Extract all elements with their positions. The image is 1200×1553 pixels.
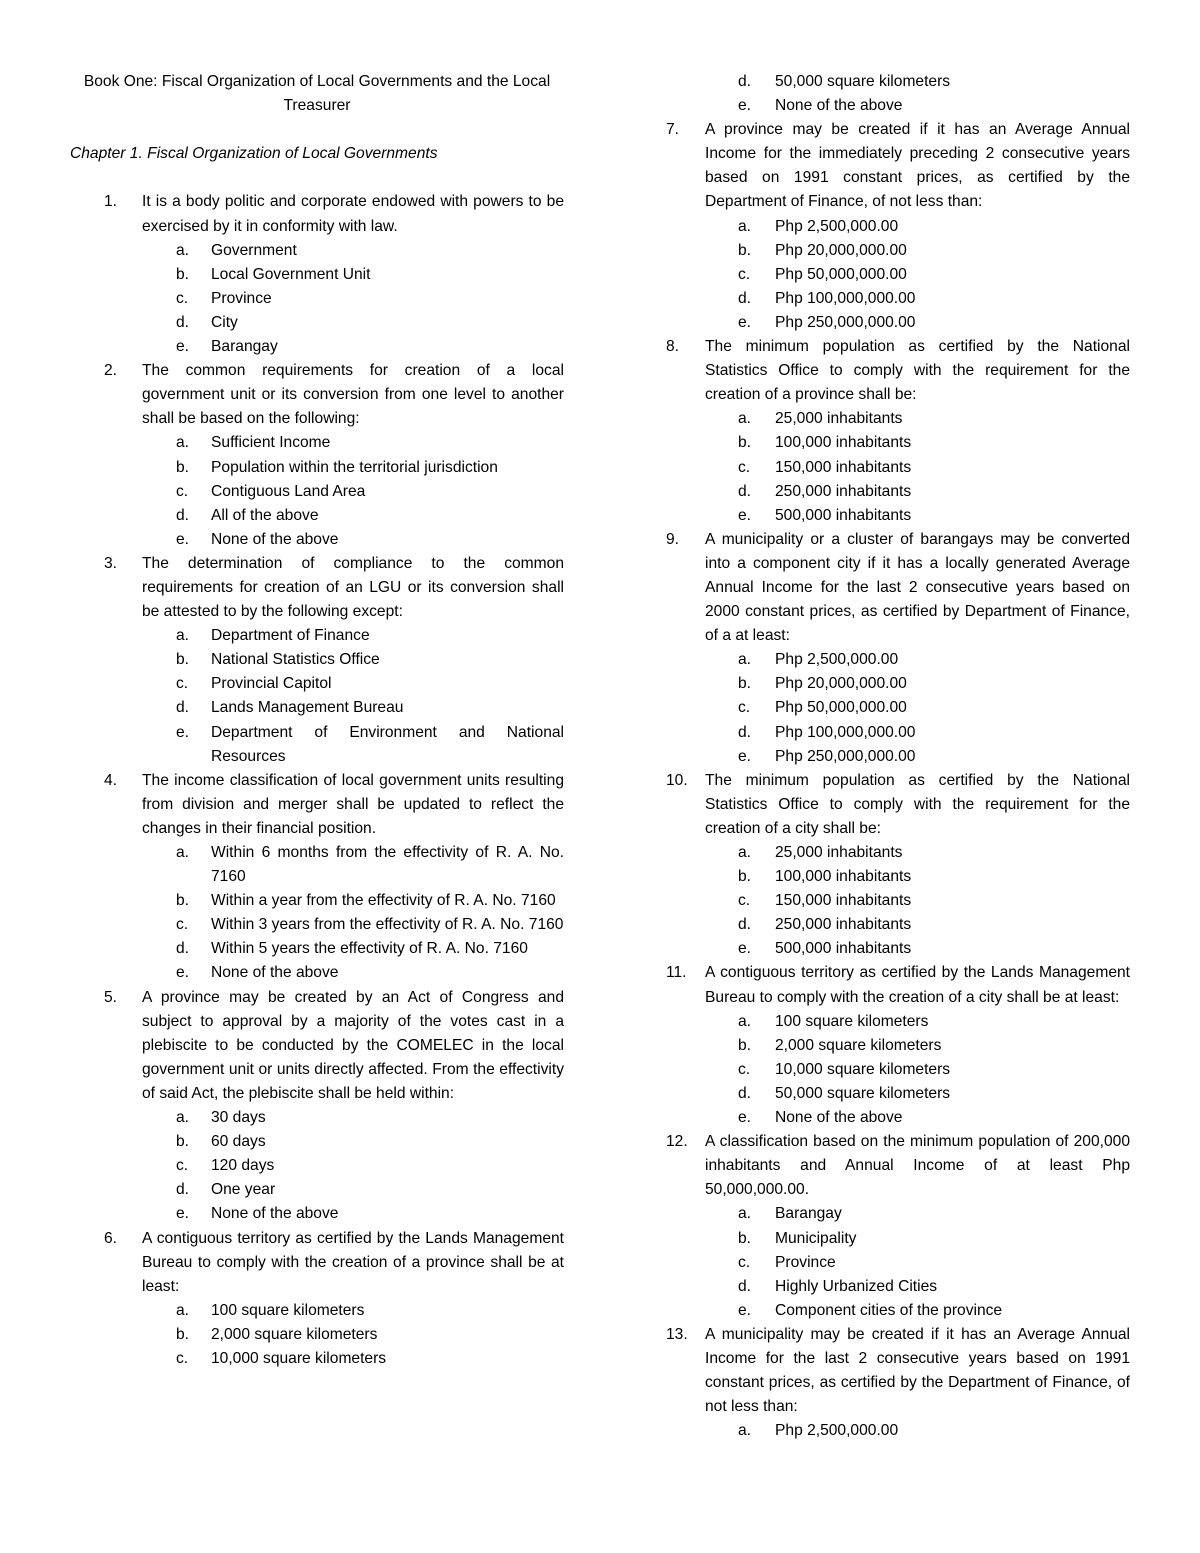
answer-option [70, 1130, 564, 1154]
option-text: Municipality [775, 1229, 857, 1247]
answer-option [666, 215, 1130, 239]
answer-option [70, 696, 564, 720]
option-letter: c. [738, 892, 751, 910]
question-list-left [70, 190, 564, 1371]
answer-option [70, 1323, 564, 1347]
answer-option [666, 745, 1130, 769]
answer-option [70, 504, 564, 528]
option-text: Within a year from the effectivity of R. A. No. 7160 [211, 892, 556, 910]
option-letter: b. [176, 458, 190, 476]
option-text: Government [211, 241, 297, 259]
question-text: The minimum population as certified by the National Statistics Office to comply with the requirement for the creation of a province shall be: [705, 338, 1130, 404]
option-letter: c. [176, 1349, 189, 1367]
option-text: Php 20,000,000.00 [775, 675, 907, 693]
option-text: 250,000 inhabitants [775, 916, 912, 934]
option-letter: e. [738, 313, 752, 331]
option-letter: c. [176, 675, 189, 693]
option-letter: b. [738, 241, 752, 259]
question-text: The common requirements for creation of a local government unit or its conversion from one level to another shall be based on the following: [142, 362, 564, 428]
question-item [70, 769, 564, 841]
chapter-prefix: Chapter 1. [70, 145, 143, 163]
option-letter: b. [738, 868, 752, 886]
option-letter: c. [738, 1253, 751, 1271]
option-letter: a. [176, 1301, 190, 1319]
option-letter: c. [176, 1157, 189, 1175]
option-letter: a. [176, 627, 190, 645]
option-letter: e. [738, 940, 752, 958]
option-letter: b. [176, 651, 190, 669]
option-text: None of the above [775, 97, 903, 115]
question-text: A classification based on the minimum population of 200,000 inhabitants and Annual Income of at least Php 50,000,000.00. [705, 1133, 1130, 1199]
answer-option [666, 1202, 1130, 1226]
question-number: 13. [666, 1325, 688, 1343]
answer-option [666, 1082, 1130, 1106]
option-text: Php 2,500,000.00 [775, 651, 899, 669]
option-letter: e. [176, 964, 190, 982]
option-letter: e. [738, 1301, 752, 1319]
question-text: A municipality may be created if it has an Average Annual Income for the last 2 consecutive years based on 1991 constant prices, as certified by the Department of Finance, of not less than: [705, 1325, 1130, 1416]
option-text: 500,000 inhabitants [775, 940, 912, 958]
answer-option [70, 841, 564, 889]
option-text: 30 days [211, 1109, 266, 1127]
answer-option [666, 70, 1130, 94]
answer-option [666, 1251, 1130, 1275]
answer-option [666, 504, 1130, 528]
question-number: 5. [104, 988, 118, 1006]
option-text: All of the above [211, 506, 319, 524]
option-text: None of the above [211, 1205, 339, 1223]
option-letter: b. [176, 892, 190, 910]
option-letter: c. [176, 289, 189, 307]
question-text: A municipality or a cluster of barangays may be converted into a component city if it has a locally generated Average Annual Income for the last 2 consecutive years based on 2000 constant prices, as certified by Department of Finance, of a at least: [705, 530, 1130, 645]
option-text: Population within the territorial jurisdiction [211, 458, 498, 476]
answer-option [666, 407, 1130, 431]
option-text: Province [775, 1253, 836, 1271]
option-text: Sufficient Income [211, 434, 331, 452]
answer-option [666, 672, 1130, 696]
question-number: 11. [666, 964, 687, 982]
question-number: 1. [104, 193, 118, 211]
option-letter: b. [738, 1036, 752, 1054]
answer-option [70, 648, 564, 672]
answer-option [666, 1419, 1130, 1443]
option-letter: d. [176, 313, 190, 331]
question-item [666, 118, 1130, 214]
option-text: Barangay [211, 338, 278, 356]
question-item [666, 528, 1130, 648]
answer-option [70, 721, 564, 769]
answer-option [70, 1347, 564, 1371]
answer-option [666, 1299, 1130, 1323]
question-number: 4. [104, 771, 118, 789]
left-column [70, 70, 564, 1371]
question-text: The minimum population as certified by the National Statistics Office to comply with the requirement for the creation of a city shall be: [705, 771, 1130, 837]
option-text: Within 6 months from the effectivity of R. A. No. 7160 [211, 844, 564, 886]
option-text: 60 days [211, 1133, 266, 1151]
answer-option [70, 287, 564, 311]
option-letter: d. [176, 699, 190, 717]
option-text: 50,000 square kilometers [775, 1084, 951, 1102]
answer-option [666, 456, 1130, 480]
answer-option [666, 94, 1130, 118]
question-text: A contiguous territory as certified by the Lands Management Bureau to comply with the creation of a city shall be at least: [705, 964, 1130, 1006]
option-letter: b. [738, 675, 752, 693]
answer-option [666, 841, 1130, 865]
option-letter: d. [738, 1084, 752, 1102]
option-text: 25,000 inhabitants [775, 410, 903, 428]
option-letter: b. [176, 265, 190, 283]
question-text: The income classification of local government units resulting from division and merger shall be updated to reflect the changes in their financial position. [142, 771, 564, 837]
answer-option [70, 889, 564, 913]
option-letter: a. [738, 844, 752, 861]
question-text: The determination of compliance to the common requirements for creation of an LGU or its conversion shall be attested to by the following except: [142, 554, 564, 621]
answer-option [666, 431, 1130, 455]
option-letter: e. [738, 506, 752, 524]
answer-option [70, 431, 564, 455]
option-letter: e. [738, 1109, 752, 1127]
question-number: 9. [666, 530, 680, 548]
option-letter: d. [738, 916, 752, 934]
option-text: None of the above [775, 1109, 903, 1127]
option-letter: d. [176, 506, 190, 524]
option-text: 100 square kilometers [775, 1012, 929, 1030]
question-text: A province may be created by an Act of Congress and subject to approval by a majority of the votes cast in a plebiscite to be conducted by the COMELEC in the local government unit or units directly affected. From the effectivity of said Act, the plebiscite shall be held within: [142, 988, 564, 1102]
answer-option [666, 1034, 1130, 1058]
answer-option [70, 913, 564, 937]
option-text: 100,000 inhabitants [775, 434, 912, 452]
option-text: Component cities of the province [775, 1301, 1003, 1319]
question-number: 7. [666, 121, 680, 139]
answer-option [666, 287, 1130, 311]
option-text: Php 50,000,000.00 [775, 265, 907, 283]
option-letter: c. [738, 265, 751, 283]
option-letter: d. [738, 1277, 752, 1295]
option-text: Within 3 years from the effectivity of R. A. No. 7160 [211, 916, 564, 934]
option-text: Php 250,000,000.00 [775, 747, 916, 765]
question-6-continued [666, 70, 1130, 118]
answer-option [70, 1106, 564, 1130]
question-text: It is a body politic and corporate endowed with powers to be exercised by it in conformity with law. [142, 193, 564, 235]
question-item [70, 359, 564, 431]
option-letter: b. [176, 1133, 190, 1151]
question-item [666, 1130, 1130, 1202]
option-letter: a. [176, 844, 190, 861]
answer-option [666, 311, 1130, 335]
answer-option [70, 961, 564, 985]
answer-option [666, 1058, 1130, 1082]
answer-option [666, 1227, 1130, 1251]
option-text: Province [211, 289, 272, 307]
option-letter: a. [176, 434, 190, 452]
answer-option [666, 1106, 1130, 1130]
option-text: 250,000 inhabitants [775, 482, 912, 500]
answer-option [70, 672, 564, 696]
answer-option [666, 648, 1130, 672]
chapter-name: Fiscal Organization of Local Governments [147, 145, 438, 163]
option-text: 10,000 square kilometers [775, 1060, 951, 1078]
answer-option [70, 480, 564, 504]
option-letter: c. [738, 458, 751, 476]
option-letter: c. [176, 916, 189, 934]
option-text: National Statistics Office [211, 651, 380, 669]
option-text: 25,000 inhabitants [775, 844, 903, 861]
option-text: Local Government Unit [211, 265, 371, 283]
answer-option [666, 865, 1130, 889]
option-text: Highly Urbanized Cities [775, 1277, 938, 1295]
option-letter: d. [738, 482, 752, 500]
answer-option [666, 480, 1130, 504]
option-letter: e. [176, 338, 190, 356]
answer-option [70, 263, 564, 287]
answer-option [70, 528, 564, 552]
question-number: 2. [104, 362, 118, 380]
option-text: 2,000 square kilometers [775, 1036, 942, 1054]
answer-option [70, 311, 564, 335]
answer-option [666, 937, 1130, 961]
option-text: One year [211, 1181, 276, 1199]
option-text: 120 days [211, 1157, 275, 1175]
option-text: 2,000 square kilometers [211, 1325, 378, 1343]
answer-option [666, 263, 1130, 287]
option-text: City [211, 313, 238, 331]
option-letter: a. [738, 410, 752, 428]
question-item [70, 986, 564, 1106]
option-text: Department of Finance [211, 627, 370, 645]
option-letter: a. [176, 241, 190, 259]
option-letter: c. [738, 699, 751, 717]
option-text: Php 100,000,000.00 [775, 289, 916, 307]
option-text: 10,000 square kilometers [211, 1349, 387, 1367]
option-letter: c. [738, 1060, 751, 1078]
option-text: 500,000 inhabitants [775, 506, 912, 524]
option-text: Lands Management Bureau [211, 699, 404, 717]
question-item [666, 1323, 1130, 1419]
option-letter: e. [176, 1205, 190, 1223]
option-text: Php 2,500,000.00 [775, 1422, 899, 1440]
answer-option [70, 239, 564, 263]
option-letter: a. [738, 651, 752, 669]
option-letter: e. [738, 97, 752, 115]
option-letter: d. [176, 1181, 190, 1199]
answer-option [70, 937, 564, 961]
question-item [666, 961, 1130, 1009]
question-item [70, 552, 564, 624]
answer-option [70, 335, 564, 359]
option-text: 50,000 square kilometers [775, 73, 951, 90]
right-column [666, 70, 1130, 1443]
answer-option [666, 913, 1130, 937]
option-text: Php 100,000,000.00 [775, 723, 916, 741]
answer-option [70, 1299, 564, 1323]
option-text: 100 square kilometers [211, 1301, 365, 1319]
question-number: 8. [666, 338, 680, 356]
option-letter: a. [738, 1422, 752, 1440]
answer-option [70, 456, 564, 480]
answer-option [666, 721, 1130, 745]
answer-option [666, 1275, 1130, 1299]
option-text: None of the above [211, 530, 339, 548]
chapter-heading [70, 142, 564, 166]
option-letter: e. [176, 723, 190, 741]
option-letter: d. [176, 940, 190, 958]
option-letter: b. [738, 434, 752, 452]
answer-option [666, 239, 1130, 263]
option-letter: d. [738, 73, 752, 90]
option-text: Php 20,000,000.00 [775, 241, 907, 259]
question-list-right [666, 118, 1130, 1443]
option-letter: a. [738, 217, 752, 235]
option-text: 150,000 inhabitants [775, 458, 912, 476]
option-text: Within 5 years the effectivity of R. A. No. 7160 [211, 940, 528, 958]
option-text: 150,000 inhabitants [775, 892, 912, 910]
option-letter: a. [738, 1012, 752, 1030]
option-text: Barangay [775, 1205, 842, 1223]
question-item [70, 190, 564, 238]
option-letter: b. [176, 1325, 190, 1343]
answer-option [70, 624, 564, 648]
option-letter: d. [738, 289, 752, 307]
answer-option [70, 1202, 564, 1226]
option-letter: b. [738, 1229, 752, 1247]
option-letter: d. [738, 723, 752, 741]
question-item [666, 335, 1130, 407]
question-number: 10. [666, 771, 688, 789]
question-item [70, 1227, 564, 1299]
page-title: Book One: Fiscal Organization of Local Governments and the Local Treasurer [83, 73, 551, 115]
option-letter: c. [176, 482, 189, 500]
answer-option [666, 1010, 1130, 1034]
option-text: None of the above [211, 964, 339, 982]
option-letter: a. [738, 1205, 752, 1223]
answer-option [70, 1154, 564, 1178]
option-text: Department of Environment and National Resources [211, 723, 564, 765]
question-text: A contiguous territory as certified by the Lands Management Bureau to comply with the creation of a province shall be at least: [142, 1229, 564, 1295]
answer-option [70, 1178, 564, 1202]
answer-option [666, 889, 1130, 913]
question-number: 12. [666, 1133, 688, 1151]
option-letter: a. [176, 1109, 190, 1127]
option-text: Php 250,000,000.00 [775, 313, 916, 331]
question-number: 6. [104, 1229, 118, 1247]
option-letter: e. [738, 747, 752, 765]
question-text: A province may be created if it has an Average Annual Income for the immediately preceding 2 consecutive years based on 1991 constant prices, as certified by the Department of Finance, of not less than: [705, 121, 1130, 211]
option-text: Contiguous Land Area [211, 482, 366, 500]
question-number: 3. [104, 554, 118, 572]
option-text: Php 50,000,000.00 [775, 699, 907, 717]
option-text: 100,000 inhabitants [775, 868, 912, 886]
option-text: Php 2,500,000.00 [775, 217, 899, 235]
option-text: Provincial Capitol [211, 675, 332, 693]
answer-option [666, 696, 1130, 720]
question-item [666, 769, 1130, 841]
option-letter: e. [176, 530, 190, 548]
